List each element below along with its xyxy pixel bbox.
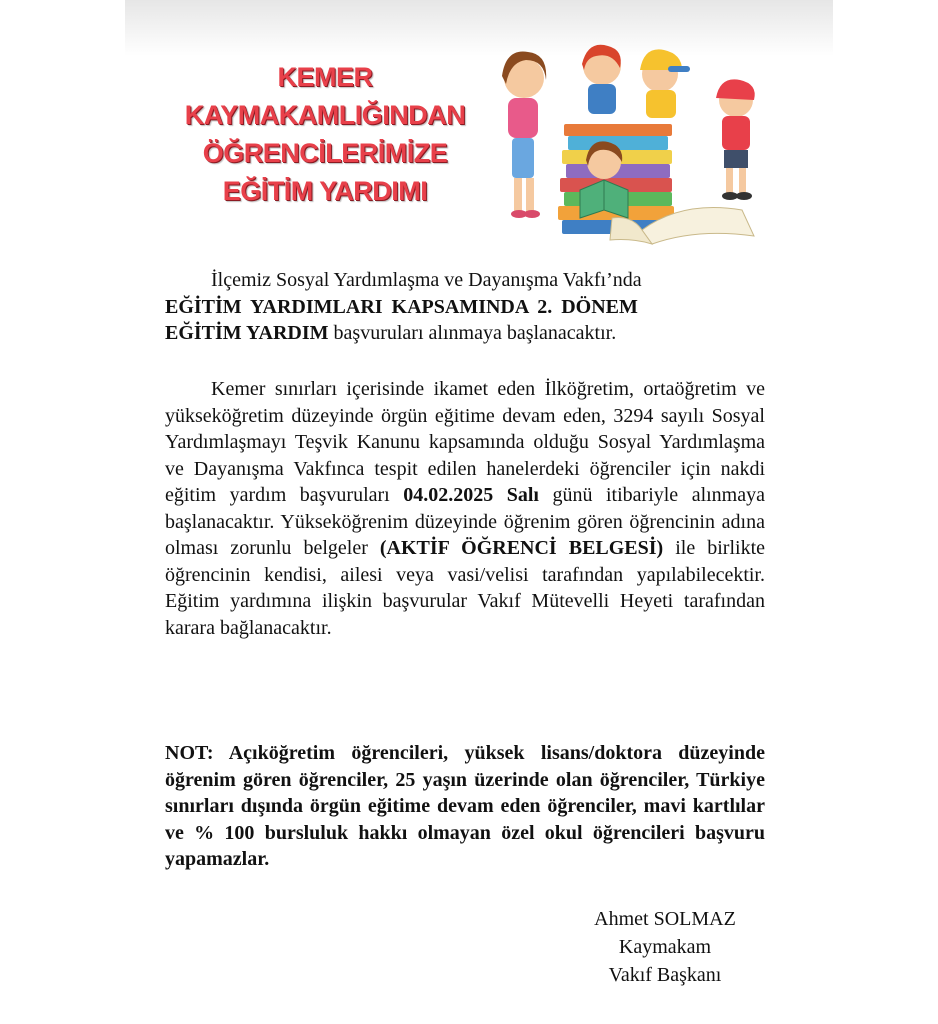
paragraph-details-document: (AKTİF ÖĞRENCİ BELGESİ) (379, 537, 664, 559)
paragraph-details-part-3: ile birlikte öğrencinin kendisi, ailesi veya vasi/velisi tarafından yapılabilecektir. Eğitim yardımına ilişkin başvurular Vakıf Mütevelli Heyeti tarafından karara bağlanacaktır. (165, 537, 765, 639)
paragraph-intro-tail: başvuruları alınmaya başlanacaktır. (328, 322, 617, 344)
children-reading-books-illustration (492, 40, 778, 248)
paragraph-intro-bold-2: EĞİTİM YARDIM (165, 322, 329, 344)
title-line-2: KAYMAKAMLIĞINDAN (184, 100, 466, 130)
paragraph-intro-line-1: İlçemiz Sosyal Yardımlaşma ve Dayanışma Vakfı’nda (211, 269, 642, 291)
note-paragraph: NOT: Açıköğretim öğrencileri, yüksek lisans/doktora düzeyinde öğrenim gören öğrenciler, 25 yaşın üzerinde olan öğrenciler, Türkiye sınırları dışında örgün eğitime devam eden öğrenciler, mavi kartlılar ve % 100 bursluluk hakkı olmayan özel okul öğrencileri başvuru yapamazlar. (165, 742, 765, 870)
signature-name: Ahmet SOLMAZ (594, 908, 736, 930)
title-line-1: KEMER (277, 62, 373, 92)
paragraph-details-date: 04.02.2025 Salı (403, 484, 539, 506)
signature-title-2: Vakıf Başkanı (608, 964, 722, 986)
paragraph-intro-line-3 (165, 320, 765, 347)
paragraph-details-part-1: Kemer sınırları içerisinde ikamet eden İlköğretim, ortaöğretim ve yükseköğretim düzeyinde örgün eğitime devam eden, 3294 sayılı Sosyal Yardımlaşmayı Teşvik Kanunu kapsamında olduğu Sosyal Yardımlaşma ve Dayanışma Vakfınca tespit edilen hanelerdeki öğrenciler için nakdi eğitim yardım başvuruları (165, 378, 765, 506)
signature-block (555, 905, 775, 989)
paragraph-intro-bold-line: EĞİTİM YARDIMLARI KAPSAMINDA 2. DÖNEM (165, 295, 638, 318)
paragraph-intro (165, 267, 765, 347)
title-line-3: ÖĞRENCİLERİMİZE (202, 138, 448, 168)
title-line-4: EĞİTİM YARDIMI (222, 176, 428, 206)
signature-title-1: Kaymakam (618, 936, 712, 958)
announcement-title (140, 58, 510, 210)
paragraph-details-part-2: günü itibariyle alınmaya başlanacaktır. Yükseköğrenim düzeyinde öğrenim gören öğrencinin adına olması zorunlu belgeler (165, 484, 765, 559)
paragraph-details (165, 376, 765, 641)
